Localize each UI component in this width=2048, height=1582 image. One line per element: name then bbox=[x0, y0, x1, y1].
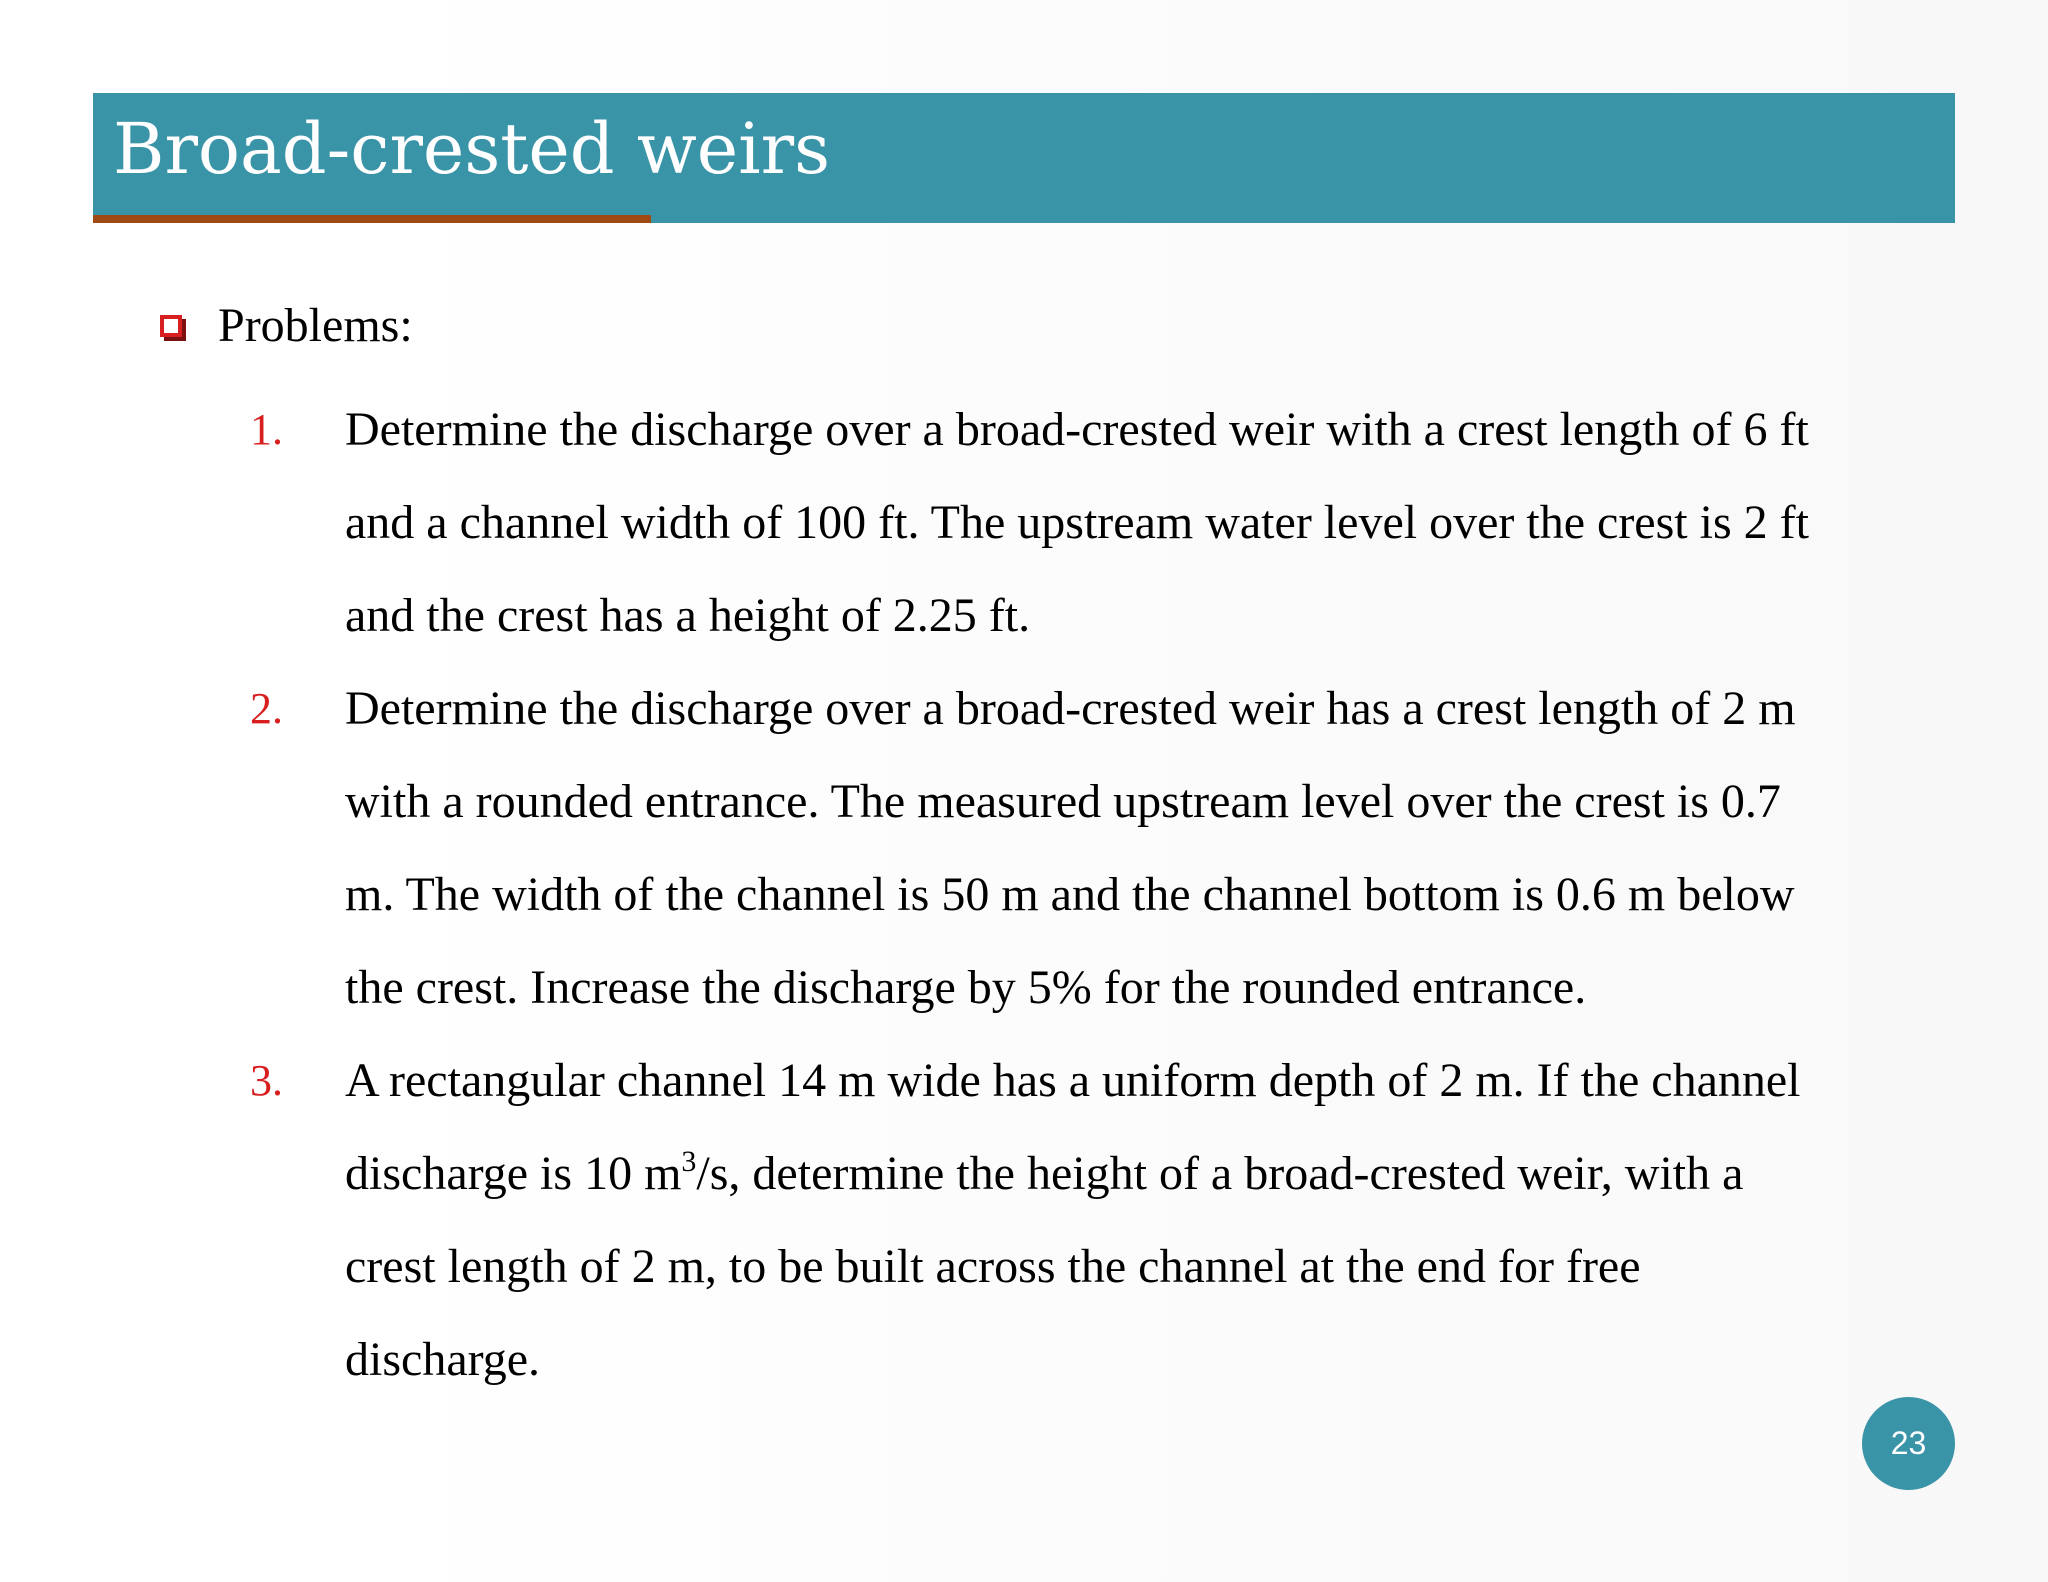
problem-line: discharge. bbox=[345, 1333, 541, 1386]
section-bullet bbox=[160, 296, 413, 356]
problem-line: A rectangular channel 14 m wide has a uniform depth of 2 m. If the channel bbox=[345, 1054, 1801, 1107]
problem-number: 3. bbox=[250, 1056, 283, 1105]
problem-line: and a channel width of 100 ft. The upstream water level over the crest is 2 ft bbox=[345, 496, 1809, 549]
problem-number: 1. bbox=[250, 405, 283, 454]
problem-line: and the crest has a height of 2.25 ft. bbox=[345, 589, 1031, 642]
title-bar bbox=[93, 93, 1955, 223]
superscript-exponent: 3 bbox=[681, 1145, 697, 1178]
slide-title: Broad-crested weirs bbox=[113, 108, 830, 190]
problem-item-2 bbox=[250, 662, 1930, 1034]
line-text: /s, determine the height of a broad-crested weir, with a bbox=[696, 1147, 1744, 1200]
problem-line: with a rounded entrance. The measured upstream level over the crest is 0.7 bbox=[345, 775, 1781, 828]
problem-line: crest length of 2 m, to be built across the channel at the end for free bbox=[345, 1240, 1641, 1293]
problem-item-1 bbox=[250, 383, 1930, 662]
problem-line: Determine the discharge over a broad-crested weir has a crest length of 2 m bbox=[345, 682, 1796, 735]
square-bullet-icon bbox=[160, 315, 182, 337]
problem-list bbox=[250, 383, 1930, 1406]
problem-number: 2. bbox=[250, 684, 283, 733]
problem-line: the crest. Increase the discharge by 5% for the rounded entrance. bbox=[345, 961, 1587, 1014]
page-number-badge: 23 bbox=[1862, 1397, 1955, 1490]
section-label: Problems: bbox=[218, 299, 413, 352]
problem-line-with-superscript bbox=[345, 1127, 1930, 1220]
line-text: discharge is 10 m bbox=[345, 1147, 682, 1200]
problem-line: m. The width of the channel is 50 m and the channel bottom is 0.6 m below bbox=[345, 868, 1795, 921]
problem-item-3 bbox=[250, 1034, 1930, 1406]
title-underline bbox=[93, 215, 651, 223]
problem-line: Determine the discharge over a broad-crested weir with a crest length of 6 ft bbox=[345, 403, 1809, 456]
